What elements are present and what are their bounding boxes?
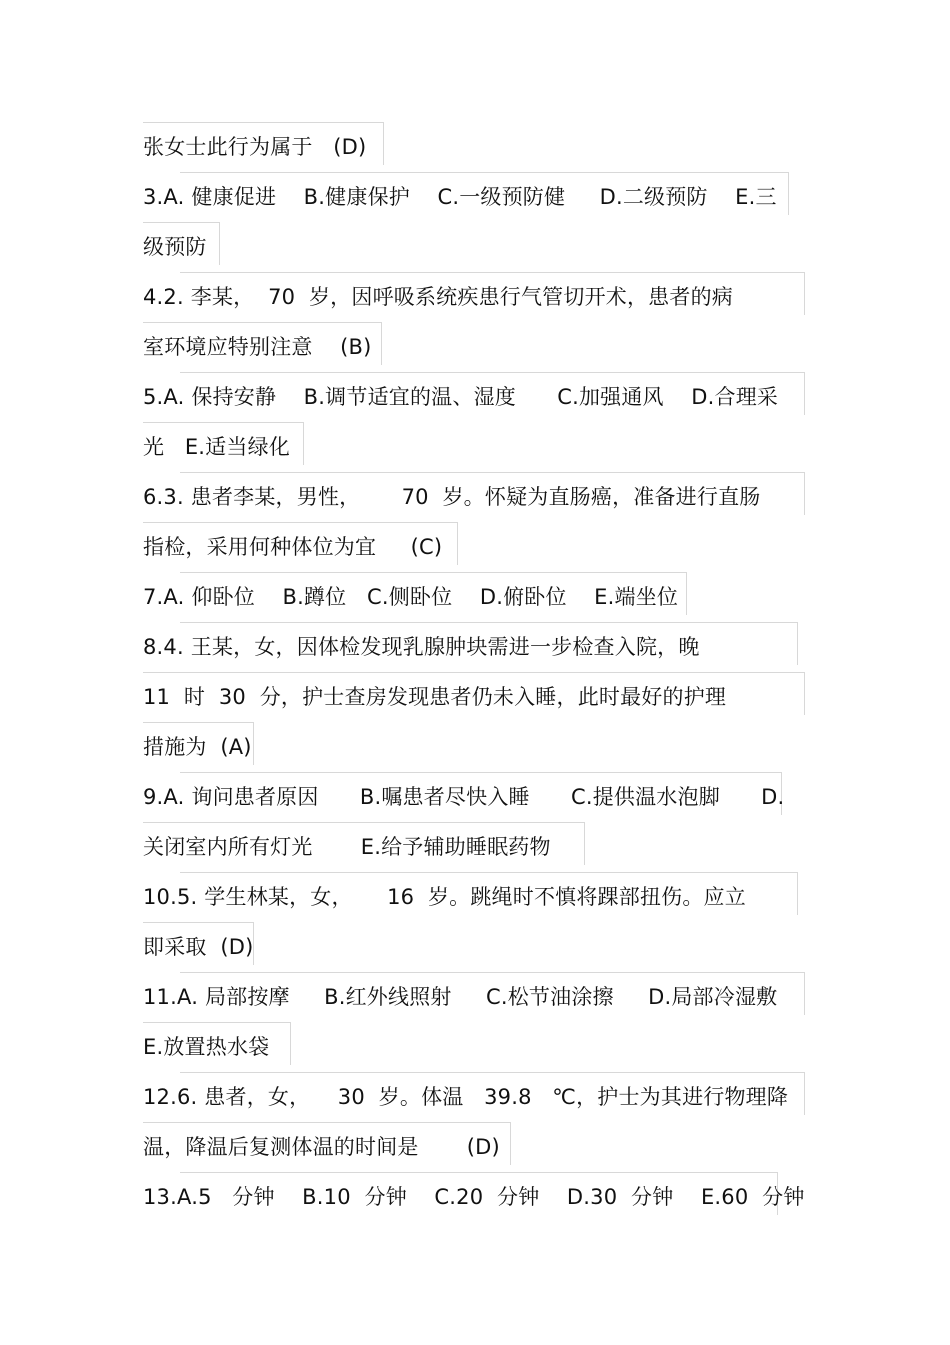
answer-line-q3: 室环境应特别注意 (B): [143, 335, 372, 359]
options-line-q2: 3.A. 健康促进 B.健康保护 C.一级预防健 D.二级预防 E.三: [143, 185, 777, 209]
options-line-q5-cont: 关闭室内所有灯光 E.给予辅助睡眠药物: [143, 835, 551, 859]
question-line-q6: 10.5. 学生林某，女， 16 岁。跳绳时不慎将踝部扭伤。应立: [143, 885, 746, 909]
question-line-q5-cont: 11 时 30 分，护士查房发现患者仍未入睡，此时最好的护理: [143, 685, 727, 709]
options-line-q3: 5.A. 保持安静 B.调节适宜的温、湿度 C.加强通风 D.合理采: [143, 385, 779, 409]
question-line-q3: 4.2. 李某， 70 岁，因呼吸系统疾患行气管切开术，患者的病: [143, 285, 733, 309]
options-line-q7: 13.A.5 分钟 B.10 分钟 C.20 分钟 D.30 分钟 E.60 分钟: [143, 1185, 805, 1209]
answer-line-q7: 温，降温后复测体温的时间是 (D): [143, 1135, 500, 1159]
options-line-q6-cont: E.放置热水袋: [143, 1035, 270, 1059]
question-line-q4: 6.3. 患者李某，男性， 70 岁。怀疑为直肠癌，准备进行直肠: [143, 485, 761, 509]
question-line-q7: 12.6. 患者，女， 30 岁。体温 39.8 ℃，护士为其进行物理降: [143, 1085, 789, 1109]
answer-line-q4: 指检，采用何种体位为宜 (C): [143, 535, 443, 559]
question-line-q5: 8.4. 王某，女，因体检发现乳腺肿块需进一步检查入院，晚: [143, 635, 700, 659]
answer-line-q2: 张女士此行为属于 (D): [143, 135, 367, 159]
answer-line-q6: 即采取 (D): [143, 935, 254, 959]
options-line-q3-cont: 光 E.适当绿化: [143, 435, 290, 459]
options-line-q2-cont: 级预防: [143, 235, 207, 259]
options-line-q5: 9.A. 询问患者原因 B.嘱患者尽快入睡 C.提供温水泡脚 D.: [143, 785, 785, 809]
answer-line-q5: 措施为 (A): [143, 735, 252, 759]
options-line-q4: 7.A. 仰卧位 B.蹲位 C.侧卧位 D.俯卧位 E.端坐位: [143, 585, 679, 609]
options-line-q6: 11.A. 局部按摩 B.红外线照射 C.松节油涂擦 D.局部冷湿敷: [143, 985, 778, 1009]
